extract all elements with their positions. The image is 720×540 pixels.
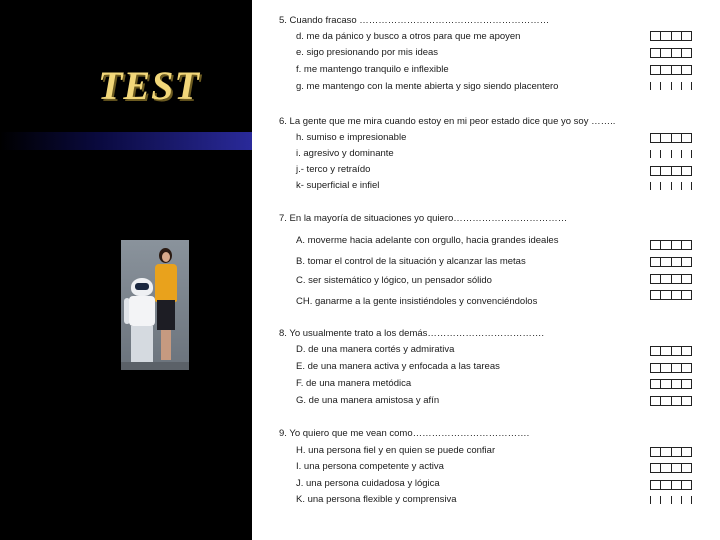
answer-boxes-f[interactable]: [650, 65, 692, 75]
woman-face: [162, 252, 170, 262]
option-D: D. de una manera cortés y admirativa: [296, 344, 455, 355]
question-6: 6. La gente que me mira cuando estoy en mi peor estado dice que yo soy ……..: [279, 116, 616, 127]
option-A: A. moverme hacia adelante con orgullo, hacia grandes ideales: [296, 235, 559, 246]
option-i: i. agresivo y dominante: [296, 148, 394, 159]
option-E: E. de una manera activa y enfocada a las tareas: [296, 361, 500, 372]
option-F: F. de una manera metódica: [296, 378, 412, 389]
answer-boxes-I[interactable]: [650, 463, 692, 473]
robot-body: [129, 296, 155, 326]
option-C: C. ser sistemático y lógico, un pensador sólido: [296, 275, 492, 286]
answer-boxes-k[interactable]: [650, 182, 692, 190]
option-I: I. una persona competente y activa: [296, 461, 444, 472]
option-J: J. una persona cuidadosa y lógica: [296, 478, 440, 489]
answer-boxes-F[interactable]: [650, 379, 692, 389]
option-e: e. sigo presionando por mis ideas: [296, 47, 439, 58]
option-H: H. una persona fiel y en quien se puede confiar: [296, 445, 496, 456]
answer-boxes-j[interactable]: [650, 166, 692, 176]
option-f: f. me mantengo tranquilo e inflexible: [296, 64, 449, 75]
answer-boxes-B[interactable]: [650, 257, 692, 267]
woman-skirt: [157, 300, 175, 330]
answer-boxes-D[interactable]: [650, 346, 692, 356]
answer-boxes-K[interactable]: [650, 496, 692, 504]
answer-boxes-e[interactable]: [650, 48, 692, 58]
question-5: 5. Cuando fracaso ……………………………………………………: [279, 15, 550, 26]
answer-boxes-C[interactable]: [650, 274, 692, 284]
answer-boxes-E[interactable]: [650, 363, 692, 373]
answer-boxes-h[interactable]: [650, 133, 692, 143]
option-CH: CH. ganarme a la gente insistiéndoles y convenciéndolos: [296, 296, 538, 307]
questionnaire-page: [252, 0, 720, 540]
answer-boxes-H[interactable]: [650, 447, 692, 457]
option-h: h. sumiso e impresionable: [296, 132, 407, 143]
option-d: d. me da pánico y busco a otros para que me apoyen: [296, 31, 521, 42]
photo-floor: [121, 362, 189, 370]
slide-left-panel: [0, 0, 252, 540]
question-7: 7. En la mayoría de situaciones yo quiero………………………………: [279, 213, 568, 224]
answer-boxes-i[interactable]: [650, 150, 692, 158]
option-g: g. me mantengo con la mente abierta y sigo siendo placentero: [296, 81, 559, 92]
robot-visor: [135, 283, 149, 290]
option-B: B. tomar el control de la situación y alcanzar las metas: [296, 256, 526, 267]
option-j: j.- terco y retraído: [296, 164, 371, 175]
answer-boxes-d[interactable]: [650, 31, 692, 41]
robot-legs: [131, 326, 153, 362]
robot-and-woman-photo: [121, 240, 189, 370]
question-8: 8. Yo usualmente trato a los demás……………………………….: [279, 328, 545, 339]
option-k: k- superficial e infiel: [296, 180, 380, 191]
answer-boxes-CH[interactable]: [650, 290, 692, 300]
question-9: 9. Yo quiero que me vean como……………………………….: [279, 428, 530, 439]
answer-boxes-A[interactable]: [650, 240, 692, 250]
decorative-gradient-bar: [0, 132, 252, 150]
option-K: K. una persona flexible y comprensiva: [296, 494, 457, 505]
answer-boxes-J[interactable]: [650, 480, 692, 490]
answer-boxes-G[interactable]: [650, 396, 692, 406]
woman-jacket: [155, 264, 177, 302]
answer-boxes-g[interactable]: [650, 82, 692, 90]
option-G: G. de una manera amistosa y afín: [296, 395, 440, 406]
slide-title: TEST: [98, 63, 200, 108]
woman-legs: [161, 330, 171, 360]
